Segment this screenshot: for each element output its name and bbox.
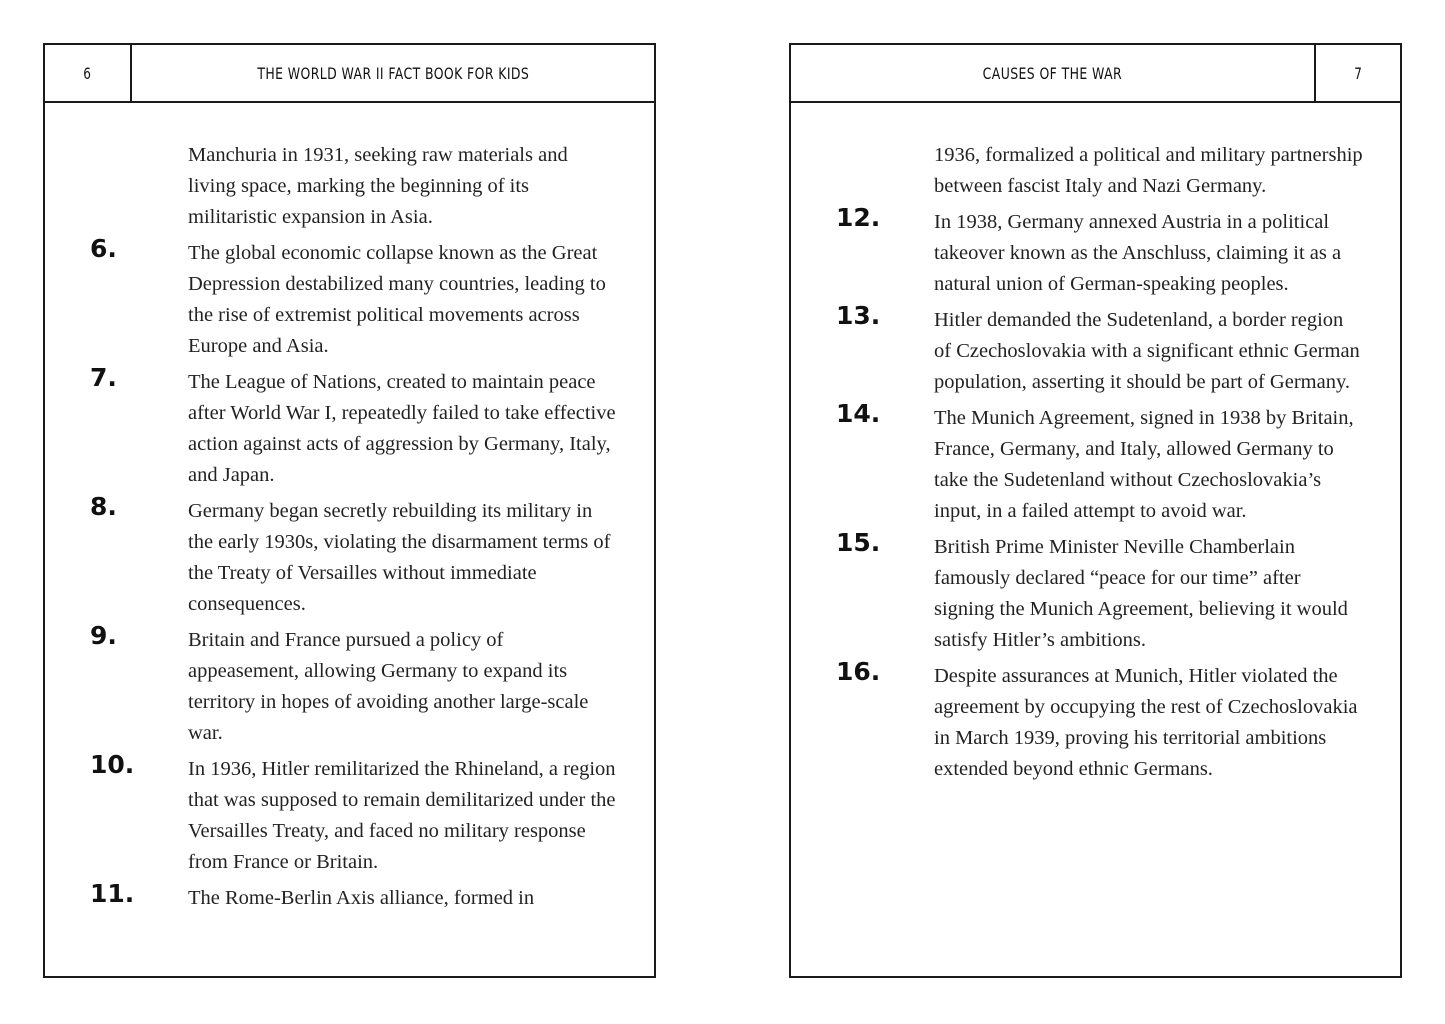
right-page-body	[791, 140, 1400, 785]
page-number-cell	[45, 45, 132, 101]
fact-item	[45, 363, 654, 491]
fact-number: 10.	[90, 750, 135, 779]
page-number: 6	[83, 63, 92, 83]
fact-number: 8.	[90, 492, 117, 521]
right-page-header	[791, 45, 1400, 103]
fact-item	[791, 528, 1400, 656]
running-title-cell	[791, 45, 1314, 101]
right-page	[789, 43, 1402, 978]
continued-fact	[791, 140, 1400, 202]
fact-text: Despite assurances at Munich, Hitler violated the agreement by occupying the rest of Czechoslovakia in March 1939, proving his territorial ambitions extended beyond ethnic Germans.	[934, 665, 1358, 780]
fact-text: British Prime Minister Neville Chamberlain famously declared “peace for our time” after signing the Munich Agreement, believing it would satisfy Hitler’s ambitions.	[934, 536, 1348, 651]
fact-text: The Munich Agreement, signed in 1938 by Britain, France, Germany, and Italy, allowed Germany to take the Sudetenland without Czechoslovakia’s input, in a failed attempt to avoid war.	[934, 407, 1354, 522]
fact-number: 14.	[836, 399, 881, 428]
fact-text: The League of Nations, created to maintain peace after World War I, repeatedly failed to take effective action against acts of aggression by Germany, Italy, and Japan.	[188, 371, 616, 486]
fact-text: Manchuria in 1931, seeking raw materials and living space, marking the beginning of its militaristic expansion in Asia.	[188, 144, 568, 228]
fact-item	[791, 203, 1400, 300]
fact-text: In 1938, Germany annexed Austria in a political takeover known as the Anschluss, claiming it as a natural union of German-speaking peoples.	[934, 211, 1342, 295]
fact-text: The Rome-Berlin Axis alliance, formed in	[188, 887, 535, 909]
fact-text: Britain and France pursued a policy of appeasement, allowing Germany to expand its territory in hopes of avoiding another large-scale war.	[188, 629, 589, 744]
continued-fact	[45, 140, 654, 233]
fact-text: In 1936, Hitler remilitarized the Rhineland, a region that was supposed to remain demilitarized under the Versailles Treaty, and faced no military response from France or Britain.	[188, 758, 616, 873]
left-page	[43, 43, 656, 978]
fact-item	[45, 879, 654, 914]
page-number-cell	[1314, 45, 1400, 101]
fact-number: 6.	[90, 234, 117, 263]
fact-item	[45, 234, 654, 362]
fact-number: 12.	[836, 203, 881, 232]
running-title: THE WORLD WAR II FACT BOOK FOR KIDS	[257, 63, 529, 83]
fact-number: 7.	[90, 363, 117, 392]
fact-number: 15.	[836, 528, 881, 557]
fact-item	[45, 750, 654, 878]
page-number: 7	[1354, 63, 1362, 83]
running-title-cell	[132, 45, 654, 101]
fact-text: Hitler demanded the Sudetenland, a border region of Czechoslovakia with a significant ethnic German population, asserting it should be part of Germany.	[934, 309, 1360, 393]
fact-item	[791, 399, 1400, 527]
fact-number: 11.	[90, 879, 135, 908]
fact-item	[45, 492, 654, 620]
left-page-header	[45, 45, 654, 103]
fact-text: The global economic collapse known as the Great Depression destabilized many countries, leading to the rise of extremist political movements across Europe and Asia.	[188, 242, 606, 357]
left-page-body	[45, 140, 654, 914]
fact-item	[791, 301, 1400, 398]
running-title: CAUSES OF THE WAR	[982, 63, 1123, 83]
fact-item	[45, 621, 654, 749]
fact-item	[791, 657, 1400, 785]
fact-text: Germany began secretly rebuilding its military in the early 1930s, violating the disarmament terms of the Treaty of Versailles without immediate consequences.	[188, 500, 611, 615]
fact-text: 1936, formalized a political and military partnership between fascist Italy and Nazi Germany.	[934, 144, 1363, 197]
fact-number: 13.	[836, 301, 881, 330]
fact-number: 16.	[836, 657, 881, 686]
fact-number: 9.	[90, 621, 117, 650]
